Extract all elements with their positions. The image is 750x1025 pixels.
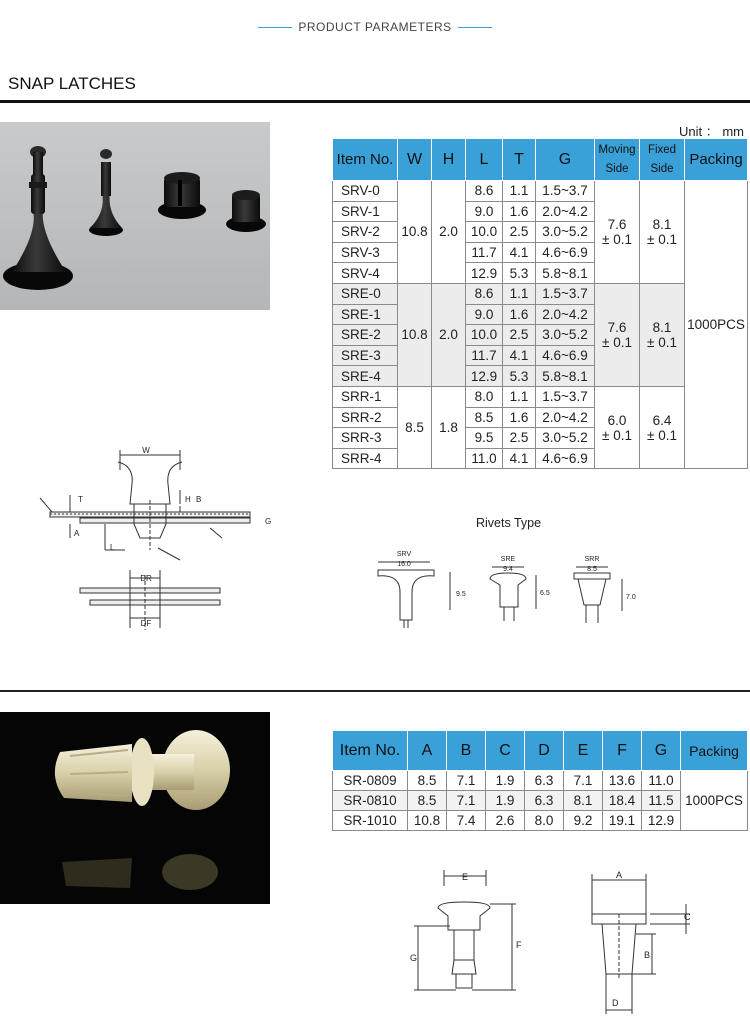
cell-g: 2.0~4.2 — [536, 201, 595, 222]
cell-t: 1.6 — [503, 407, 536, 428]
cell-item-no: SRV-4 — [333, 263, 398, 284]
rivet-srv-drawing — [370, 548, 470, 638]
cell-f: 18.4 — [603, 791, 642, 811]
col-moving-side: Moving Side — [595, 139, 640, 181]
nylon-rivet-section-diagram — [580, 870, 700, 1025]
col-w: W — [398, 139, 432, 181]
cell-t: 1.6 — [503, 304, 536, 325]
cell-fixed-side: 8.1 ± 0.1 — [640, 181, 685, 284]
cell-g: 4.6~6.9 — [536, 242, 595, 263]
cell-fixed-side: 8.1 ± 0.1 — [640, 283, 685, 386]
cell-h: 2.0 — [432, 283, 466, 386]
cell-e: 8.1 — [564, 791, 603, 811]
dim-df-label: DF — [140, 619, 152, 628]
cell-h: 1.8 — [432, 386, 466, 468]
cell-g: 3.0~5.2 — [536, 222, 595, 243]
cell-l: 9.0 — [466, 201, 503, 222]
cell-l: 9.0 — [466, 304, 503, 325]
cell-l: 10.0 — [466, 325, 503, 346]
cell-l: 11.7 — [466, 242, 503, 263]
cell-l: 8.6 — [466, 283, 503, 304]
cell-d: 6.3 — [525, 791, 564, 811]
col-fixed-side: Fixed Side — [640, 139, 685, 181]
cell-l: 8.5 — [466, 407, 503, 428]
rivet-srv-name: SRV — [396, 551, 412, 558]
cell-item-no: SRV-1 — [333, 201, 398, 222]
nylon-rivet-spec-table — [332, 730, 748, 831]
product-photo-nylon-rivet — [0, 712, 270, 904]
cell-l: 10.0 — [466, 222, 503, 243]
cell-l: 12.9 — [466, 366, 503, 387]
cell-g: 11.5 — [642, 791, 681, 811]
cell-a: 10.8 — [408, 811, 447, 831]
cell-g: 12.9 — [642, 811, 681, 831]
cell-item-no: SRE-0 — [333, 283, 398, 304]
cell-l: 11.7 — [466, 345, 503, 366]
cell-l: 12.9 — [466, 263, 503, 284]
header-line-right — [458, 27, 492, 28]
dim-b-label: B — [196, 495, 202, 504]
cell-f: 13.6 — [603, 771, 642, 791]
col2-packing: Packing — [681, 731, 748, 771]
cell-packing: 1000PCS — [685, 181, 748, 469]
cell-g: 3.0~5.2 — [536, 428, 595, 449]
rivet-srr-name: SRR — [584, 556, 600, 563]
dim-dr-label: DR — [140, 574, 152, 583]
cell-g: 4.6~6.9 — [536, 345, 595, 366]
rivets-type-title: Rivets Type — [476, 516, 542, 530]
col2-d: D — [525, 731, 564, 771]
rivet-sre-height: 6.5 — [540, 590, 550, 597]
cell-item: SR-0810 — [333, 791, 408, 811]
cell-g: 5.8~8.1 — [536, 366, 595, 387]
rivet-srr-width: 8.5 — [587, 566, 597, 573]
cell-item-no: SRV-2 — [333, 222, 398, 243]
cell-item-no: SRE-3 — [333, 345, 398, 366]
cell-e: 7.1 — [564, 771, 603, 791]
cell-t: 5.3 — [503, 366, 536, 387]
cell-l: 11.0 — [466, 448, 503, 469]
cell-d: 8.0 — [525, 811, 564, 831]
cell-t: 5.3 — [503, 263, 536, 284]
cell-item-no: SRR-2 — [333, 407, 398, 428]
snap-latch-section-diagram — [30, 440, 290, 645]
cell-item-no: SRE-2 — [333, 325, 398, 346]
rivet-sre-drawing — [482, 555, 562, 640]
cell-t: 2.5 — [503, 325, 536, 346]
table-row — [333, 771, 748, 791]
dim-t-label: T — [78, 495, 83, 504]
cell-t: 4.1 — [503, 448, 536, 469]
cell-moving-side: 6.0 ± 0.1 — [595, 386, 640, 468]
dim2-a-label: A — [615, 870, 623, 880]
cell-item-no: SRE-1 — [333, 304, 398, 325]
col-h: H — [432, 139, 466, 181]
cell-c: 2.6 — [486, 811, 525, 831]
cell-g: 11.0 — [642, 771, 681, 791]
cell-f: 19.1 — [603, 811, 642, 831]
cell-item-no: SRE-4 — [333, 366, 398, 387]
col-packing: Packing — [685, 139, 748, 181]
product-photo-snap-latches — [0, 122, 270, 310]
cell-moving-side: 7.6 ± 0.1 — [595, 181, 640, 284]
dim-w-label: W — [142, 446, 150, 455]
col-t: T — [503, 139, 536, 181]
cell-d: 6.3 — [525, 771, 564, 791]
cell-g: 3.0~5.2 — [536, 325, 595, 346]
cell-l: 8.6 — [466, 181, 503, 202]
cell-g: 1.5~3.7 — [536, 181, 595, 202]
cell-item-no: SRV-3 — [333, 242, 398, 263]
cell-item-no: SRR-1 — [333, 386, 398, 407]
cell-t: 4.1 — [503, 345, 536, 366]
dim2-f-label: F — [516, 940, 522, 950]
cell-t: 4.1 — [503, 242, 536, 263]
cell-a: 8.5 — [408, 771, 447, 791]
cell-t: 1.1 — [503, 283, 536, 304]
cell-h: 2.0 — [432, 181, 466, 284]
rivet-srv-width: 16.0 — [397, 561, 411, 568]
cell-w: 8.5 — [398, 386, 432, 468]
rivet-srv-height: 9.5 — [456, 591, 466, 598]
cell-w: 10.8 — [398, 283, 432, 386]
cell-t: 2.5 — [503, 428, 536, 449]
cell-g: 4.6~6.9 — [536, 448, 595, 469]
col2-e: E — [564, 731, 603, 771]
dim2-d-label: D — [612, 998, 619, 1008]
cell-c: 1.9 — [486, 771, 525, 791]
rivet-srr-drawing — [566, 555, 646, 640]
cell-l: 8.0 — [466, 386, 503, 407]
dim-a-label: A — [74, 529, 80, 538]
nylon-rivet-side-diagram — [400, 866, 530, 1025]
page-header: PRODUCT PARAMETERS — [298, 20, 452, 34]
table-row — [333, 181, 748, 202]
cell-packing: 1000PCS — [681, 771, 748, 831]
dim-h-label: H — [185, 495, 191, 504]
cell-b: 7.4 — [447, 811, 486, 831]
cell-t: 1.1 — [503, 181, 536, 202]
cell-l: 9.5 — [466, 428, 503, 449]
snap-latch-spec-table — [332, 138, 748, 469]
col-g: G — [536, 139, 595, 181]
cell-a: 8.5 — [408, 791, 447, 811]
col2-g: G — [642, 731, 681, 771]
cell-g: 2.0~4.2 — [536, 407, 595, 428]
cell-item: SR-1010 — [333, 811, 408, 831]
dim-g-label: G — [265, 517, 272, 526]
dim-l-label: L — [110, 543, 115, 552]
col2-a: A — [408, 731, 447, 771]
cell-item-no: SRR-3 — [333, 428, 398, 449]
cell-e: 9.2 — [564, 811, 603, 831]
dim2-b-label: B — [644, 950, 651, 960]
cell-item-no: SRR-4 — [333, 448, 398, 469]
dim2-g-label: G — [410, 953, 418, 963]
cell-g: 1.5~3.7 — [536, 386, 595, 407]
col2-b: B — [447, 731, 486, 771]
rivet-sre-width: 9.4 — [503, 566, 513, 573]
cell-t: 1.1 — [503, 386, 536, 407]
cell-t: 1.6 — [503, 201, 536, 222]
rivet-sre-name: SRE — [500, 556, 516, 563]
col2-f: F — [603, 731, 642, 771]
cell-g: 5.8~8.1 — [536, 263, 595, 284]
col-item-no: Item No. — [333, 139, 398, 181]
section-rule-top — [0, 100, 750, 103]
cell-w: 10.8 — [398, 181, 432, 284]
section-title: SNAP LATCHES — [8, 74, 136, 93]
cell-item: SR-0809 — [333, 771, 408, 791]
rivet-srr-height: 7.0 — [626, 594, 636, 601]
cell-item-no: SRV-0 — [333, 181, 398, 202]
cell-b: 7.1 — [447, 791, 486, 811]
section-divider — [0, 690, 750, 692]
col2-c: C — [486, 731, 525, 771]
cell-g: 1.5~3.7 — [536, 283, 595, 304]
cell-c: 1.9 — [486, 791, 525, 811]
dim2-c-label: C — [684, 912, 691, 922]
cell-moving-side: 7.6 ± 0.1 — [595, 283, 640, 386]
cell-b: 7.1 — [447, 771, 486, 791]
col-l: L — [466, 139, 503, 181]
cell-fixed-side: 6.4 ± 0.1 — [640, 386, 685, 468]
cell-t: 2.5 — [503, 222, 536, 243]
cell-g: 2.0~4.2 — [536, 304, 595, 325]
dim2-e-label: E — [461, 872, 469, 882]
col2-item-no: Item No. — [333, 731, 408, 771]
unit-label: Unit ： mm — [678, 124, 744, 139]
